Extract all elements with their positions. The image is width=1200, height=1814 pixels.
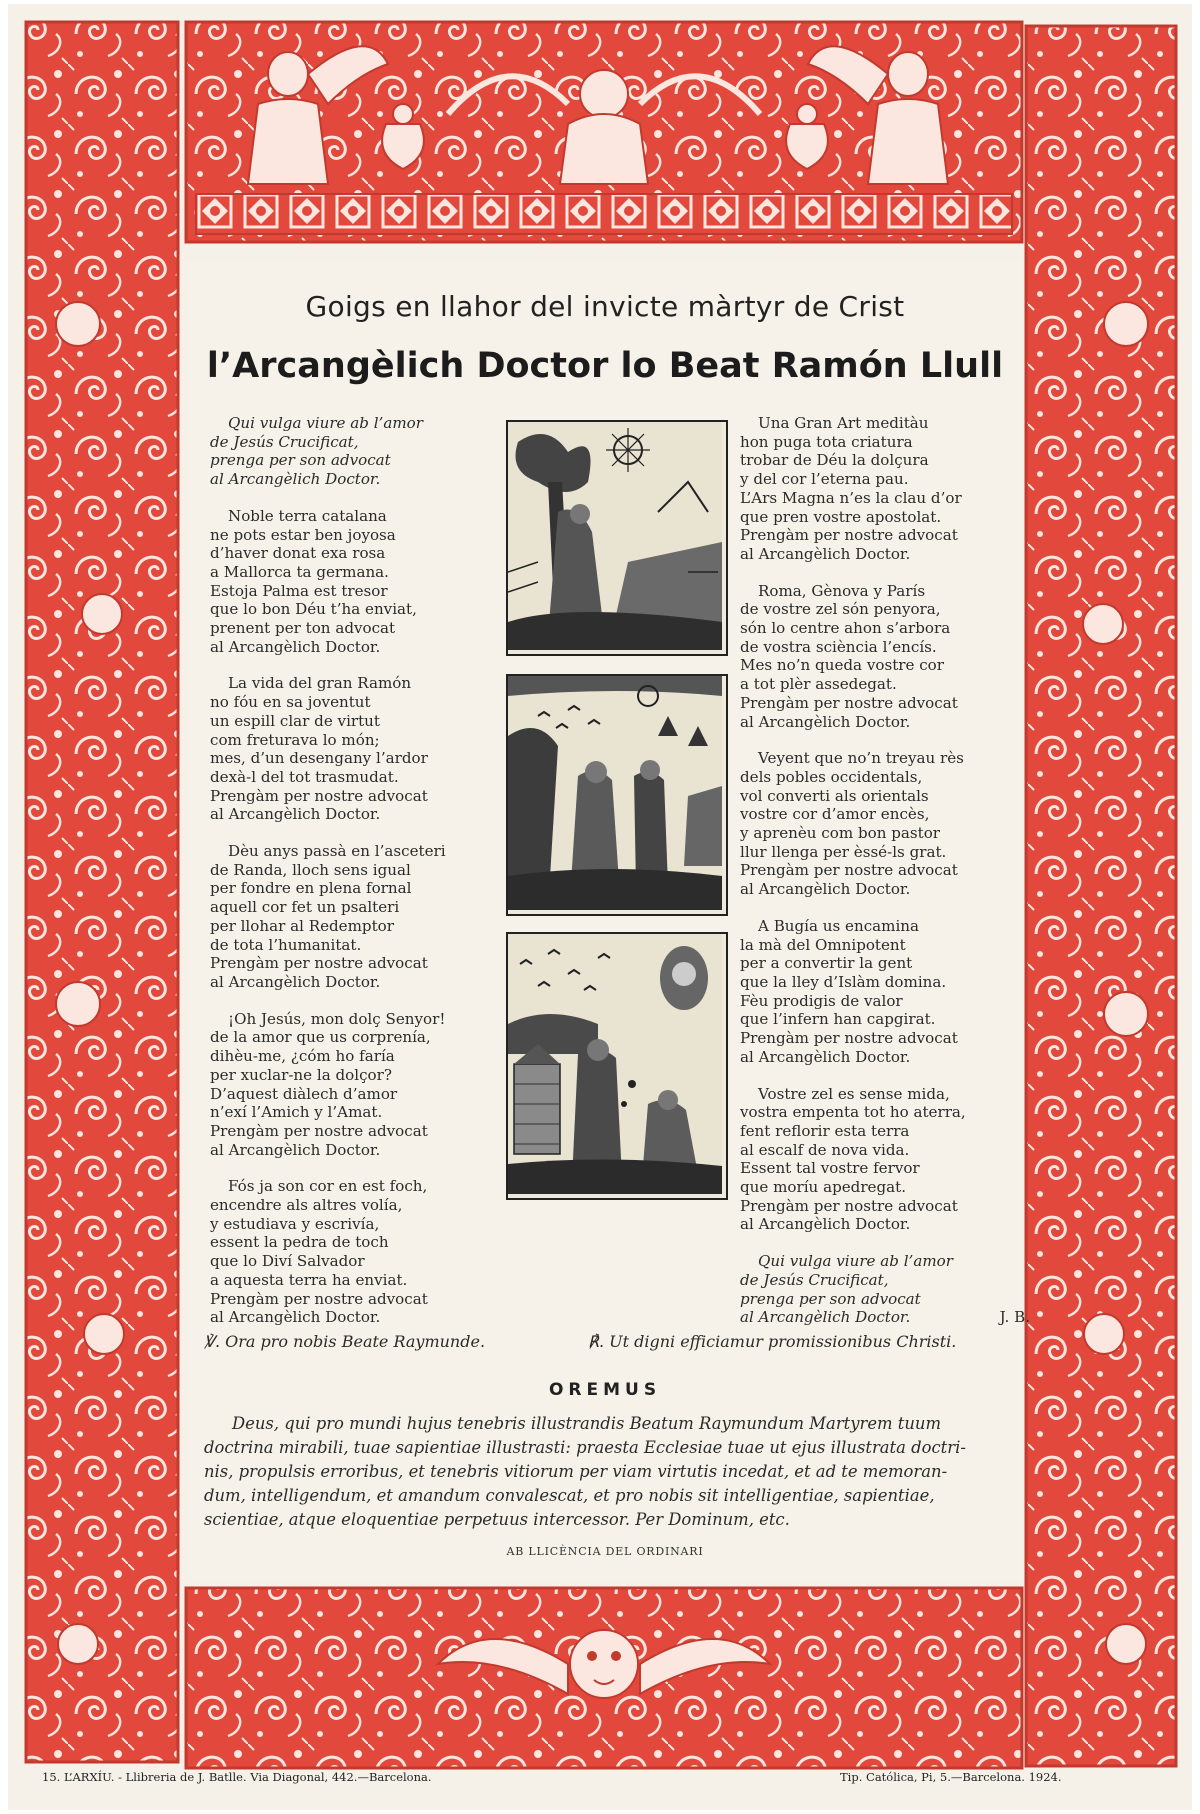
prayer-line: dum, intelligendum, et amandum convalescat, et pro nobis sit intelligentiae, sapientiae, bbox=[204, 1486, 935, 1505]
verse-line: essent la pedra de toch bbox=[210, 1233, 389, 1252]
oremus-heading: OREMUS bbox=[548, 1380, 662, 1400]
verse-line: que l’infern han capgirat. bbox=[740, 1010, 936, 1029]
verse-line: de tota l’humanitat. bbox=[210, 935, 362, 954]
stanza bbox=[210, 842, 490, 992]
verse-line: al Arcangèlich Doctor. bbox=[740, 544, 911, 563]
verse-line: com freturava lo món; bbox=[210, 730, 380, 749]
right-border-panel bbox=[1026, 26, 1176, 1766]
verse-line: Prengàm per nostre advocat bbox=[740, 1196, 958, 1215]
verse-line: La vida del gran Ramón bbox=[228, 674, 412, 693]
verse-line: Fós ja son cor en est foch, bbox=[228, 1177, 428, 1196]
goigs-sheet bbox=[8, 4, 1192, 1810]
verse-line: Prengàm per nostre advocat bbox=[210, 1289, 428, 1308]
stanza bbox=[740, 917, 1030, 1067]
verse-line: per xuclar-ne la dolçor? bbox=[210, 1065, 392, 1084]
stanza bbox=[210, 507, 490, 657]
verse-line: Prengàm per nostre advocat bbox=[740, 1029, 958, 1048]
woodcut-two-figures bbox=[506, 674, 728, 916]
author-signature: J. B. bbox=[999, 1308, 1030, 1327]
verse-line: trobar de Déu la dolçura bbox=[740, 451, 929, 470]
verse-line: dels pobles occidentals, bbox=[740, 767, 923, 786]
verse-line: prenent per ton advocat bbox=[210, 619, 396, 638]
verse-line: Qui vulga viure ab l’amor bbox=[758, 1252, 953, 1271]
verse-line: ¡Oh Jesús, mon dolç Senyor! bbox=[228, 1009, 446, 1028]
stanza bbox=[740, 414, 1030, 564]
verse-line: de Jesús Crucificat, bbox=[740, 1270, 889, 1289]
verse-line: al Arcangèlich Doctor. bbox=[210, 637, 381, 656]
verse-line: Estoja Palma est tresor bbox=[210, 581, 388, 600]
verse-line: A Bugía us encamina bbox=[758, 916, 920, 935]
verse-line: fent reflorir esta terra bbox=[740, 1121, 910, 1140]
verse-line: Vostre zel es sense mida, bbox=[758, 1084, 950, 1103]
verse-line: a Mallorca ta germana. bbox=[210, 562, 389, 581]
woodcut-martyrdom bbox=[506, 932, 728, 1200]
verse-line: vol converti als orientals bbox=[740, 786, 929, 805]
verse-line: que pren vostre apostolat. bbox=[740, 507, 942, 526]
verse-line: un espill clar de virtut bbox=[210, 711, 380, 730]
verse-line: al Arcangèlich Doctor. bbox=[210, 972, 381, 991]
verse-line: Prengàm per nostre advocat bbox=[210, 1121, 428, 1140]
verse-line: Prengàm per nostre advocat bbox=[740, 526, 958, 545]
verse-line: prenga per son advocat bbox=[740, 1289, 921, 1308]
verse-line: per llohar al Redemptor bbox=[210, 916, 394, 935]
stanza bbox=[740, 582, 1030, 732]
verse-line: Veyent que no’n treyau rès bbox=[758, 749, 964, 768]
verse-line: y del cor l’eterna pau. bbox=[740, 470, 909, 489]
verse-line: de Randa, lloch sens igual bbox=[210, 860, 411, 879]
verse-line: de vostra sciència l’encís. bbox=[740, 637, 937, 656]
right-verse-column bbox=[740, 414, 1030, 1345]
response: ℟. Ut digni efficiamur promissionibus Christi. bbox=[588, 1332, 957, 1351]
licence-line: AB LLICÈNCIA DEL ORDINARI bbox=[506, 1545, 704, 1558]
verse-line: Qui vulga viure ab l’amor bbox=[228, 414, 423, 432]
prayer-line: scientiae, atque eloquentiae perpetuus intercessor. Per Dominum, etc. bbox=[204, 1510, 790, 1529]
verse-line: Mes no’n queda vostre cor bbox=[740, 656, 944, 675]
stanza bbox=[210, 414, 490, 489]
stanza bbox=[210, 1010, 490, 1160]
verse-line: al escalf de nova vida. bbox=[740, 1140, 910, 1159]
prayer-line: Deus, qui pro mundi hujus tenebris illustrandis Beatum Raymundum Martyrem tuum bbox=[232, 1414, 942, 1433]
verse-line: que lo bon Déu t’ha enviat, bbox=[210, 600, 417, 619]
verse-line: llur llenga per èssé-ls grat. bbox=[740, 842, 947, 861]
verse-line: mes, d’un desengany l’ardor bbox=[210, 749, 428, 768]
verse-line: de Jesús Crucificat, bbox=[210, 432, 359, 451]
left-verse-column bbox=[210, 414, 490, 1345]
verse-line: ne pots estar ben joyosa bbox=[210, 525, 396, 544]
martyr-stoning-icon bbox=[508, 934, 722, 1194]
verse-line: Una Gran Art meditàu bbox=[758, 414, 929, 432]
verse-line: Essent tal vostre fervor bbox=[740, 1159, 920, 1178]
stanza bbox=[740, 1252, 1030, 1327]
verse-line: que lo Diví Salvador bbox=[210, 1252, 365, 1271]
verse-line: dihèu-me, ¿cóm ho faría bbox=[210, 1047, 395, 1066]
footer-printer: Tip. Católica, Pi, 5.—Barcelona. 1924. bbox=[840, 1770, 1062, 1784]
verse-line: L’Ars Magna n’es la clau d’or bbox=[740, 488, 962, 507]
verse-line: prenga per son advocat bbox=[210, 451, 391, 470]
verse-line: Prengàm per nostre advocat bbox=[740, 861, 958, 880]
verse-line: hon puga tota criatura bbox=[740, 432, 913, 451]
verse-line: vostra empenta tot ho aterra, bbox=[740, 1103, 966, 1122]
stanza bbox=[740, 749, 1030, 899]
footer-publisher: 15. L’ARXÍU. - Llibreria de J. Batlle. Via Diagonal, 442.—Barcelona. bbox=[42, 1770, 432, 1784]
verse-line: al Arcangèlich Doctor. bbox=[740, 712, 911, 731]
verse-line: al Arcangèlich Doctor. bbox=[210, 1308, 381, 1327]
verse-line: d’haver donat exa rosa bbox=[210, 544, 386, 563]
verse-line: que la lley d’Islàm domina. bbox=[740, 972, 947, 991]
verse-line: n’exí l’Amich y l’Amat. bbox=[210, 1103, 383, 1122]
verse-line: al Arcangèlich Doctor. bbox=[210, 1140, 381, 1159]
verse-line: Dèu anys passà en l’asceteri bbox=[228, 842, 446, 861]
verse-line: al Arcangèlich Doctor. bbox=[210, 805, 381, 824]
verse-line: Roma, Gènova y París bbox=[758, 581, 926, 600]
verse-line: D’aquest diàlech d’amor bbox=[210, 1084, 398, 1103]
verse-line: Prengàm per nostre advocat bbox=[740, 693, 958, 712]
verse-line: encendre als altres volía, bbox=[210, 1196, 403, 1215]
verse-line: a aquesta terra ha enviat. bbox=[210, 1270, 408, 1289]
verse-line: al Arcangèlich Doctor. bbox=[740, 1047, 911, 1066]
woodcut-hermit-tree bbox=[506, 420, 728, 656]
stanza bbox=[210, 674, 490, 824]
verse-line: al Arcangèlich Doctor. bbox=[740, 1215, 911, 1234]
verse-line: la mà del Omnipotent bbox=[740, 935, 906, 954]
verse-line: que moríu apedregat. bbox=[740, 1178, 907, 1197]
title-line-1: Goigs en llahor del invicte màrtyr de Crist bbox=[305, 290, 905, 323]
two-figures-birds-icon bbox=[508, 676, 722, 910]
left-border-panel bbox=[26, 22, 178, 1762]
verse-line: són lo centre ahon s’arbora bbox=[740, 619, 951, 638]
title-line-2: l’Arcangèlich Doctor lo Beat Ramón Llull bbox=[206, 346, 1004, 386]
verse-line: no fóu en sa joventut bbox=[210, 693, 371, 712]
verse-line: Prengàm per nostre advocat bbox=[210, 954, 428, 973]
verse-line: vostre cor d’amor encès, bbox=[740, 805, 930, 824]
prayer-line: doctrina mirabili, tuae sapientiae illustrasti: praesta Ecclesiae tuae ut ejus illustrata doctri- bbox=[204, 1438, 966, 1457]
verse-line: y aprenèu com bon pastor bbox=[740, 824, 940, 843]
verse-line: aquell cor fet un psalteri bbox=[210, 898, 400, 917]
verse-line: Prengàm per nostre advocat bbox=[210, 786, 428, 805]
verse-line: al Arcangèlich Doctor. bbox=[740, 880, 911, 899]
verse-line: y estudiava y escrivía, bbox=[210, 1214, 380, 1233]
verse-line: per a convertir la gent bbox=[740, 954, 913, 973]
verse-line: de la amor que us corprenía, bbox=[210, 1028, 431, 1047]
verse-line: a tot plèr assedegat. bbox=[740, 675, 897, 694]
versicle: ℣. Ora pro nobis Beate Raymunde. bbox=[204, 1332, 486, 1351]
verse-line: dexà-l del tot trasmudat. bbox=[210, 767, 399, 786]
hermit-under-sun-icon bbox=[508, 422, 722, 650]
verse-line: al Arcangèlich Doctor. bbox=[740, 1308, 911, 1327]
verse-line: per fondre en plena fornal bbox=[210, 879, 412, 898]
verse-line: Fèu prodigis de valor bbox=[740, 991, 903, 1010]
prayer-text bbox=[204, 1412, 1014, 1532]
text-panel bbox=[186, 260, 1030, 1582]
verse-line: Noble terra catalana bbox=[228, 506, 387, 525]
verse-line: de vostre zel són penyora, bbox=[740, 600, 941, 619]
prayer-line: nis, propulsis erroribus, et tenebris vitiorum per viam virtutis incedat, et ad te memoran- bbox=[204, 1462, 948, 1481]
stanza bbox=[210, 1177, 490, 1327]
verse-line: al Arcangèlich Doctor. bbox=[210, 470, 381, 489]
stanza bbox=[740, 1085, 1030, 1235]
